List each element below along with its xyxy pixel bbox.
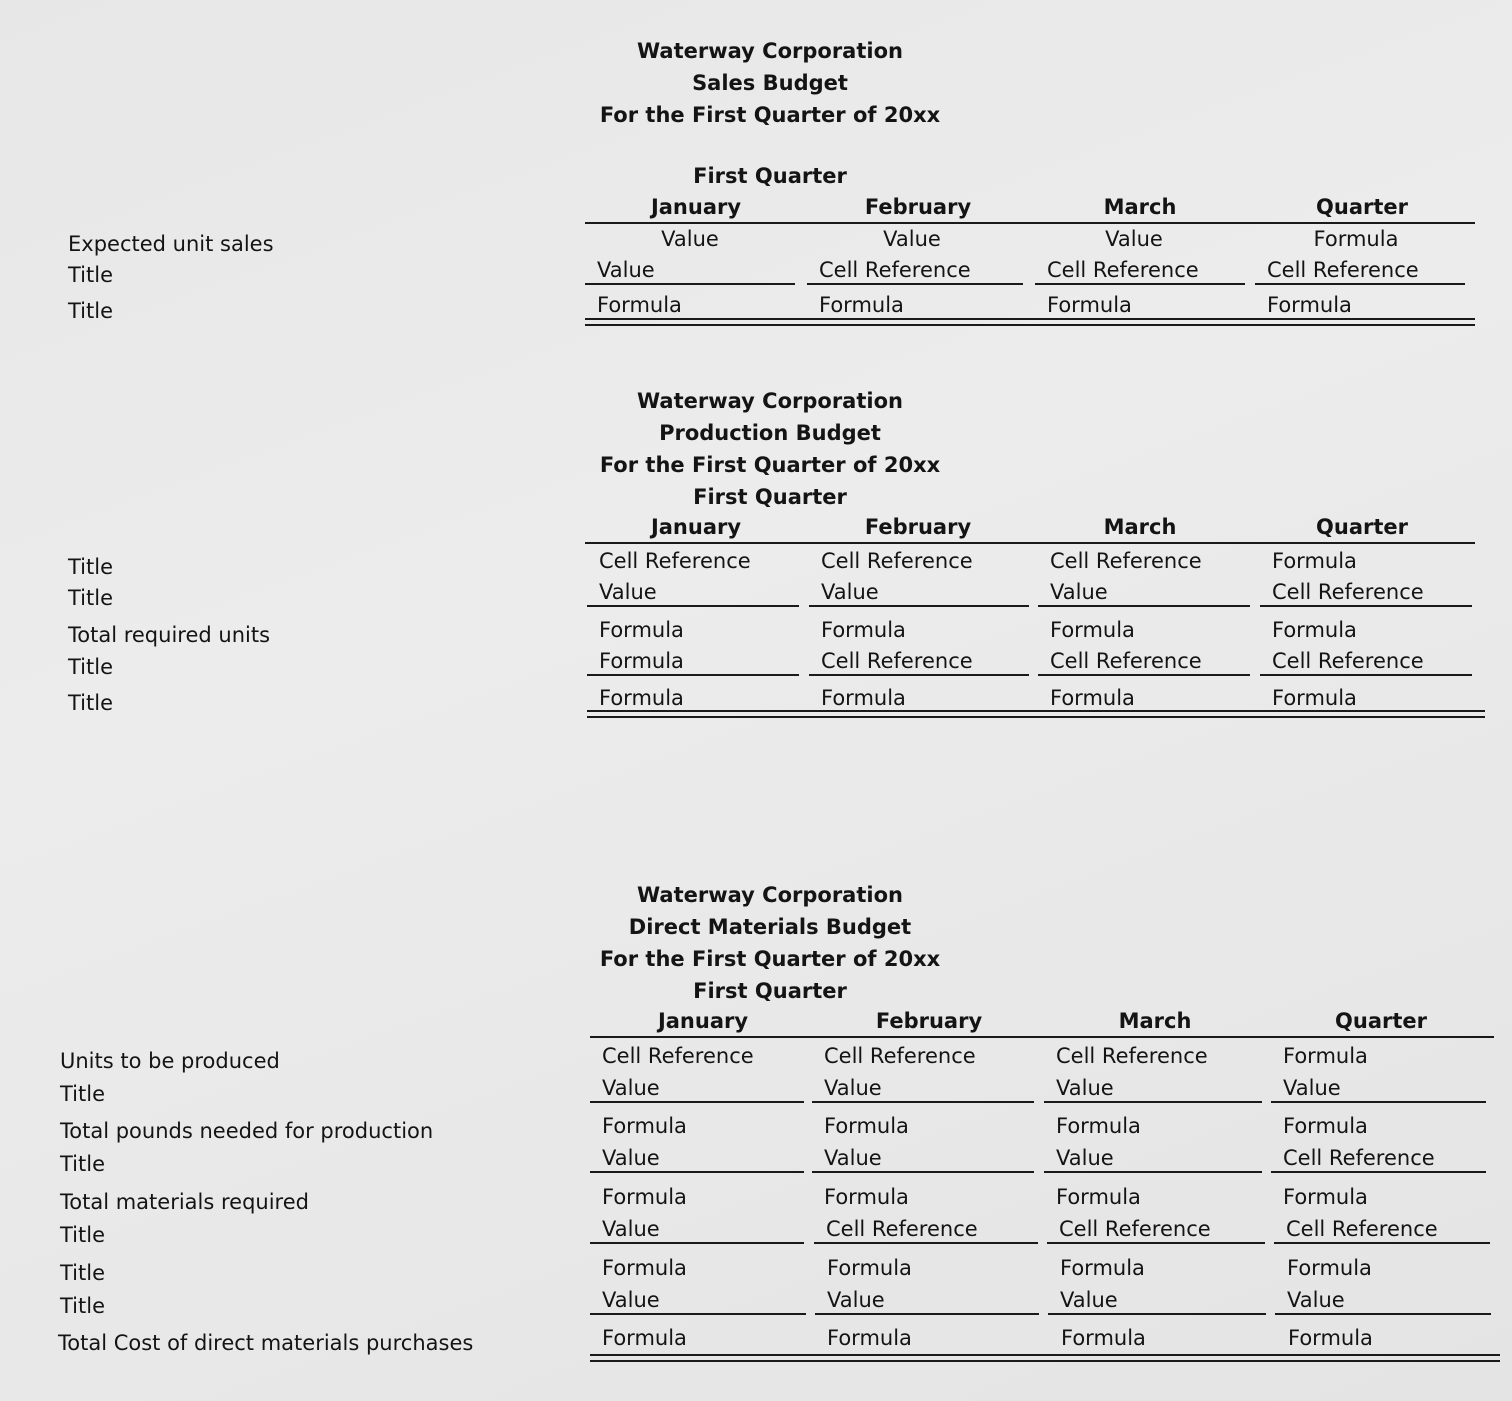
column-headers xyxy=(590,1006,1494,1038)
row-label: Title xyxy=(68,655,114,679)
row-label: Total required units xyxy=(68,623,271,647)
cell: Formula xyxy=(824,1185,909,1209)
cell: Value xyxy=(1271,1073,1486,1103)
cell: Formula xyxy=(1050,618,1135,642)
cell: Formula xyxy=(602,1114,687,1138)
cell: Cell Reference xyxy=(824,1044,976,1068)
cell: Formula xyxy=(587,646,799,676)
cell: Cell Reference xyxy=(1050,549,1202,573)
cell: Cell Reference xyxy=(1274,1214,1490,1244)
period-label: For the First Quarter of 20xx xyxy=(599,947,941,971)
column-header-january: January xyxy=(657,1009,749,1033)
cell: Formula xyxy=(827,1326,912,1350)
cell: Value xyxy=(1038,577,1250,607)
row-label: Units to be produced xyxy=(60,1049,280,1073)
cell: Formula xyxy=(602,1326,687,1350)
cell: Value xyxy=(1044,1143,1262,1173)
company-name: Waterway Corporation xyxy=(637,39,903,63)
column-header-february: February xyxy=(864,515,972,539)
row-label: Title xyxy=(60,1152,106,1176)
cell: Formula xyxy=(824,1114,909,1138)
cell: Value xyxy=(815,1285,1039,1315)
row-label: Title xyxy=(60,1223,106,1247)
cell: Value xyxy=(590,1214,804,1244)
cell: Value xyxy=(590,1285,806,1315)
cell: Cell Reference xyxy=(807,255,1023,285)
cell: Formula xyxy=(821,686,906,710)
cell: Cell Reference xyxy=(1255,255,1465,285)
cell: Formula xyxy=(1287,1256,1372,1280)
budget-title: Direct Materials Budget xyxy=(628,915,912,939)
cell: Formula xyxy=(1283,1114,1368,1138)
column-header-quarter: Quarter xyxy=(1316,515,1408,539)
cell: Cell Reference xyxy=(1271,1143,1486,1173)
period-label: For the First Quarter of 20xx xyxy=(599,103,941,127)
quarter-heading: First Quarter xyxy=(693,979,847,1003)
cell: Formula xyxy=(1047,293,1132,317)
cell: Value xyxy=(587,577,799,607)
cell: Formula xyxy=(819,293,904,317)
quarter-heading: First Quarter xyxy=(693,164,847,188)
cell: Formula xyxy=(1267,293,1352,317)
column-header-february: February xyxy=(864,195,972,219)
cell: Formula xyxy=(821,618,906,642)
column-headers xyxy=(585,512,1475,544)
cell: Value xyxy=(1275,1285,1491,1315)
cell: Cell Reference xyxy=(602,1044,754,1068)
cell: Cell Reference xyxy=(814,1214,1038,1244)
budget-title: Production Budget xyxy=(659,421,881,445)
cell: Value xyxy=(812,1143,1034,1173)
cell: Formula xyxy=(1313,227,1399,251)
cell: Cell Reference xyxy=(821,549,973,573)
row-label: Title xyxy=(68,263,114,287)
cell: Formula xyxy=(599,686,684,710)
column-header-march: March xyxy=(1103,515,1177,539)
double-underline xyxy=(585,318,1475,326)
cell: Cell Reference xyxy=(1260,646,1472,676)
period-label: For the First Quarter of 20xx xyxy=(599,453,941,477)
cell: Formula xyxy=(1060,1256,1145,1280)
row-label: Title xyxy=(68,555,114,579)
cell: Value xyxy=(812,1073,1034,1103)
cell: Formula xyxy=(1056,1185,1141,1209)
row-label: Total materials required xyxy=(60,1190,309,1214)
cell: Value xyxy=(590,1143,804,1173)
cell: Formula xyxy=(597,293,682,317)
cell: Formula xyxy=(1288,1326,1373,1350)
budget-title: Sales Budget xyxy=(692,71,848,95)
column-headers xyxy=(585,192,1475,224)
cell: Formula xyxy=(1050,686,1135,710)
company-name: Waterway Corporation xyxy=(637,389,903,413)
row-label: Title xyxy=(60,1294,106,1318)
cell: Formula xyxy=(602,1256,687,1280)
cell: Formula xyxy=(1283,1044,1368,1068)
cell: Value xyxy=(883,227,941,251)
cell: Formula xyxy=(602,1185,687,1209)
row-label: Total Cost of direct materials purchases xyxy=(58,1331,474,1355)
row-label: Title xyxy=(68,586,114,610)
cell: Formula xyxy=(599,618,684,642)
cell: Value xyxy=(809,577,1029,607)
row-label: Total pounds needed for production xyxy=(60,1119,434,1143)
cell: Cell Reference xyxy=(599,549,751,573)
cell: Value xyxy=(1105,227,1163,251)
cell: Value xyxy=(661,227,719,251)
cell: Cell Reference xyxy=(1038,646,1250,676)
row-label: Expected unit sales xyxy=(68,232,274,256)
cell: Formula xyxy=(1283,1185,1368,1209)
double-underline xyxy=(590,1354,1500,1362)
cell: Cell Reference xyxy=(809,646,1029,676)
cell: Formula xyxy=(1061,1326,1146,1350)
cell: Formula xyxy=(1272,618,1357,642)
cell: Cell Reference xyxy=(1260,577,1472,607)
column-header-march: March xyxy=(1103,195,1177,219)
company-name: Waterway Corporation xyxy=(637,883,903,907)
cell: Formula xyxy=(1056,1114,1141,1138)
cell: Value xyxy=(585,255,795,285)
cell: Formula xyxy=(827,1256,912,1280)
column-header-january: January xyxy=(650,515,742,539)
column-header-march: March xyxy=(1118,1009,1192,1033)
column-header-february: February xyxy=(875,1009,983,1033)
row-label: Title xyxy=(60,1261,106,1285)
quarter-heading: First Quarter xyxy=(693,485,847,509)
cell: Formula xyxy=(1272,549,1357,573)
double-underline xyxy=(587,710,1485,718)
cell: Cell Reference xyxy=(1056,1044,1208,1068)
row-label: Title xyxy=(68,299,114,323)
column-header-quarter: Quarter xyxy=(1335,1009,1427,1033)
column-header-quarter: Quarter xyxy=(1316,195,1408,219)
cell: Formula xyxy=(1272,686,1357,710)
cell: Value xyxy=(1048,1285,1266,1315)
row-label: Title xyxy=(68,691,114,715)
cell: Value xyxy=(1044,1073,1262,1103)
column-header-january: January xyxy=(650,195,742,219)
cell: Value xyxy=(590,1073,804,1103)
cell: Cell Reference xyxy=(1035,255,1245,285)
cell: Cell Reference xyxy=(1047,1214,1265,1244)
row-label: Title xyxy=(60,1082,106,1106)
